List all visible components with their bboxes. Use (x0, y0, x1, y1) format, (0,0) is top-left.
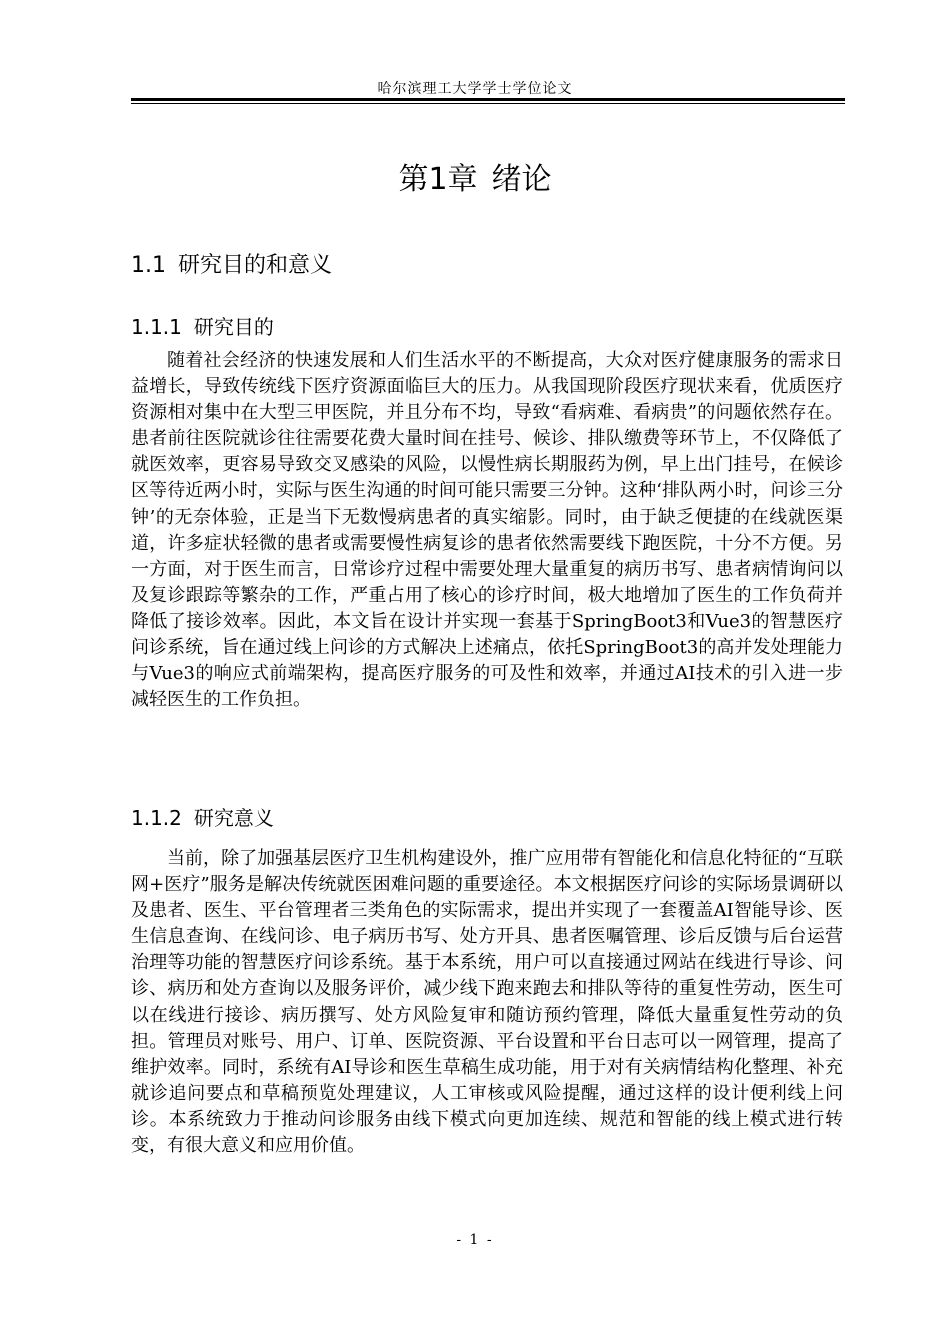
chapter-title (0, 154, 950, 198)
section-number: 1.1 (131, 253, 166, 278)
section-heading (131, 248, 332, 279)
section-title: 研究目的和意义 (178, 253, 333, 278)
body-paragraph-2: 当前，除了加强基层医疗卫生机构建设外，推广应用带有智能化和信息化特征的“互联网+医疗”服务是解决传统就医困难问题的重要途径。本文根据医疗问诊的实际场景调研以及患者、医生、平台管理者三类角色的实际需求，提出并实现了一套覆盖AI智能导诊、医生信息查询、在线问诊、电子病历书写、处方开具、患者医嘱管理、诊后反馈与后台运营治理等功能的智慧医疗问诊系统。基于本系统，用户可以直接通过网站在线进行导诊、问诊、病历和处方查询以及服务评价，减少线下跑来跑去和排队等待的重复性劳动，医生可以在线进行接诊、病历撰写、处方风险复审和随访预约管理，降低大量重复性劳动的负担。管理员对账号、用户、订单、医院资源、平台设置和平台日志可以一网管理，提高了维护效率。同时，系统有AI导诊和医生草稿生成功能，用于对有关病情结构化整理、补充就诊追问要点和草稿预览处理建议，人工审核或风险提醒，通过这样的设计便利线上问诊。本系统致力于推动问诊服务由线下模式向更加连续、规范和智能的线上模式进行转变，有很大意义和应用价值。 (131, 848, 843, 1157)
subsection-number: 1.1.2 (131, 806, 182, 830)
page-number: - 1 - (456, 1232, 494, 1248)
subsection-number: 1.1.1 (131, 315, 182, 339)
subsection-heading-1 (131, 311, 274, 340)
header-rule-thin (131, 103, 845, 104)
subsection-title: 研究目的 (193, 315, 274, 339)
running-header: 哈尔滨理工大学学士学位论文 (377, 81, 573, 97)
chapter-name: 绪论 (491, 162, 552, 197)
header-rule-thick (131, 98, 845, 101)
chapter-number: 第1章 (398, 162, 478, 197)
body-paragraph-1: 随着社会经济的快速发展和人们生活水平的不断提高，大众对医疗健康服务的需求日益增长，导致传统线下医疗资源面临巨大的压力。从我国现阶段医疗现状来看，优质医疗资源相对集中在大型三甲医院，并且分布不均，导致“看病难、看病贵”的问题依然存在。患者前往医院就诊往往需要花费大量时间在挂号、候诊、排队缴费等环节上，不仅降低了就医效率，更容易导致交叉感染的风险，以慢性病长期服药为例，早上出门挂号，在候诊区等待近两小时，实际与医生沟通的时间可能只需要三分钟。这种‘排队两小时，问诊三分钟’的无奈体验，正是当下无数慢病患者的真实缩影。同时，由于缺乏便捷的在线就医渠道，许多症状轻微的患者或需要慢性病复诊的患者依然需要线下跑医院，十分不方便。另一方面，对于医生而言，日常诊疗过程中需要处理大量重复的病历书写、患者病情询问以及复诊跟踪等繁杂的工作，严重占用了核心的诊疗时间，极大地增加了医生的工作负荷并降低了接诊效率。因此，本文旨在设计并实现一套基于SpringBoot3和Vue3的智慧医疗问诊系统，旨在通过线上问诊的方式解决上述痛点，依托SpringBoot3的高并发处理能力与Vue3的响应式前端架构，提高医疗服务的可及性和效率，并通过AI技术的引入进一步减轻医生的工作负担。 (131, 350, 843, 711)
subsection-title: 研究意义 (193, 806, 274, 830)
subsection-heading-2 (131, 802, 274, 831)
